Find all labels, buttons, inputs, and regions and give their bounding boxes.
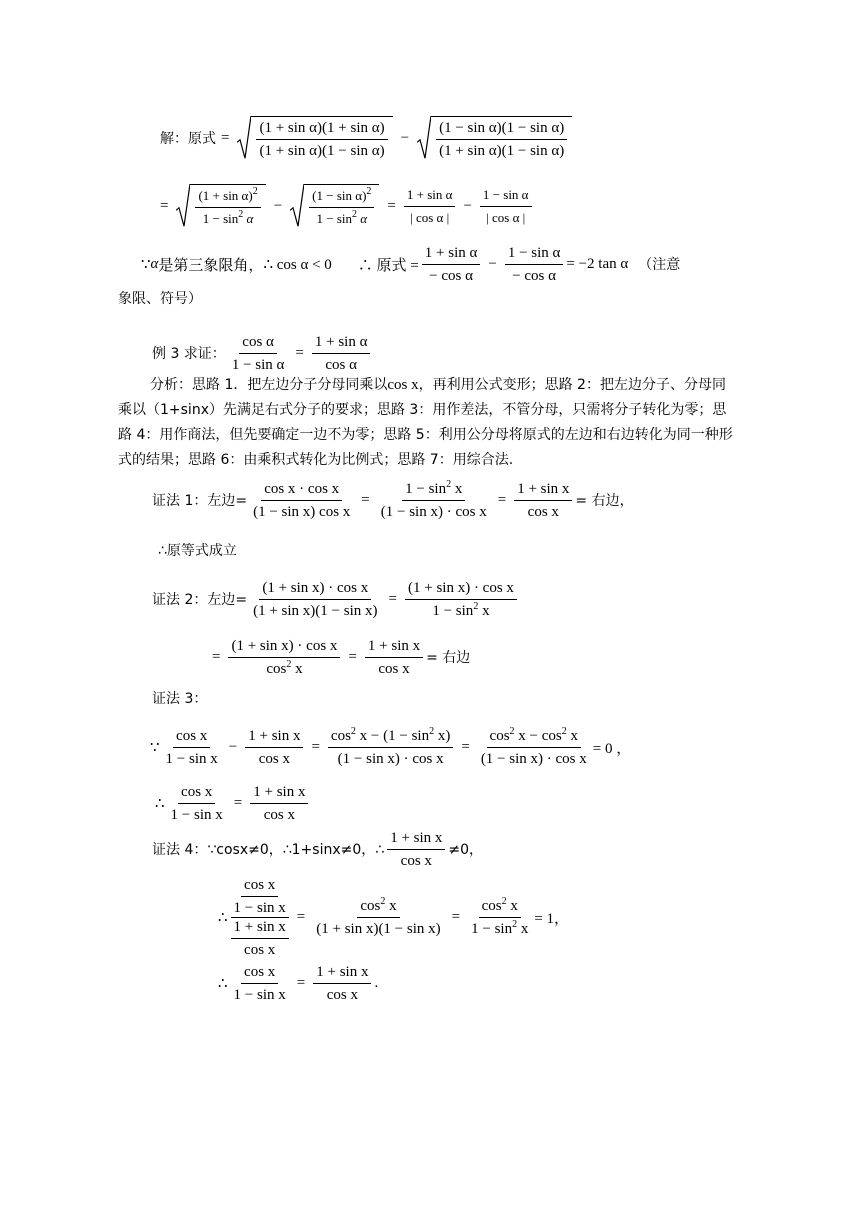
proof-4-line-3 — [218, 960, 378, 1006]
proof-label: 证法 2：左边= — [152, 592, 248, 608]
fraction-numerator: cos — [481, 897, 502, 914]
fraction-denominator: cos x — [258, 750, 290, 767]
note-start: （注意 — [638, 257, 681, 273]
variable: x — [295, 660, 303, 677]
fraction-numerator: (1 + sin x) · cos x — [405, 579, 517, 600]
solution-prefix: 解：原式 — [160, 131, 216, 147]
proof-4-line-1 — [152, 826, 483, 872]
solution-line-1 — [160, 112, 575, 164]
square-root — [417, 116, 572, 160]
proof-3-line-2 — [155, 780, 311, 826]
radical-sign — [176, 184, 190, 228]
equals-sign: = — [295, 344, 304, 361]
cos-x-expression: cos x — [387, 377, 419, 393]
fraction-numerator: cos α — [239, 333, 277, 354]
fraction-denominator: 1 − sin x — [170, 806, 223, 823]
therefore-symbol: ∴ — [155, 795, 165, 812]
fraction-denominator: cos x — [263, 806, 295, 823]
fraction-denominator: cos α — [325, 356, 357, 373]
proof-tail: = 右边， — [575, 493, 634, 509]
fraction-numerator: 1 + sin x — [514, 480, 572, 501]
therefore-original: ∴ 原式 = — [357, 257, 419, 274]
fraction-numerator: cos — [330, 727, 351, 744]
exponent: 2 — [366, 186, 372, 197]
equals-sign: = — [233, 794, 243, 811]
fraction-denominator: (1 − sin x) · cos x — [337, 750, 444, 767]
variable: x — [510, 897, 518, 914]
fraction-denominator: cos x — [527, 503, 559, 520]
fraction-numerator: (1 + sin α) — [198, 188, 253, 203]
variable: x — [482, 602, 490, 619]
fraction-denominator: − cos α — [512, 267, 557, 284]
proof-label: 证法 1：左边= — [152, 493, 248, 509]
fraction-numerator: 1 + sin α — [312, 333, 371, 354]
fraction-denominator: − cos α — [429, 267, 473, 284]
variable: x — [389, 897, 397, 914]
proof-4-line-2: ∴ $\frac{\frac{\text{cos x}}{\text{1 − sin x}}}{\frac{\text{1 + sin x}}{\text{cos x}}}$ = $\frac{\cos^2 x}{\text{(1 + sin x)(1 − sin x)}}$ = $\frac{\cos^2 x}{1 - \sin^2 x}$ = 1， — [218, 876, 570, 958]
equals-sign: = — [451, 908, 461, 925]
equals-sign: = — [388, 590, 397, 607]
fraction-numerator: 1 + sin x — [387, 829, 445, 850]
fraction-numerator: cos — [489, 727, 510, 744]
period: . — [374, 974, 379, 991]
fraction-denominator: cos — [266, 660, 287, 677]
fraction-denominator: 1 − sin — [202, 211, 239, 226]
fraction-numerator: (1 + sin x) · cos x — [228, 637, 340, 658]
equals-sign: = — [348, 648, 357, 665]
equals-sign: = — [361, 491, 370, 508]
fraction-numerator: x − cos — [518, 727, 562, 744]
quadrant-statement: 是第三象限角， — [158, 255, 264, 274]
result-zero: = 0 ， — [592, 740, 632, 757]
fraction-numerator: 1 + sin x — [250, 783, 308, 804]
minus-sign: − — [400, 129, 410, 146]
example-label: 例 3 求证： — [152, 346, 226, 362]
fraction-denominator: 1 − sin — [471, 920, 513, 937]
fraction-denominator: (1 − sin x) cos x — [253, 503, 351, 520]
fraction-numerator: cos x — [178, 783, 215, 804]
minus-sign: − — [273, 197, 283, 214]
fraction-numerator: 1 + sin x — [365, 637, 423, 658]
variable: x — [520, 920, 529, 937]
solution-line-2 — [160, 180, 535, 232]
fraction-denominator: cos x — [378, 660, 410, 677]
fraction-denominator: | cos α | — [486, 209, 526, 225]
fraction-denominator: 1 − sin x — [165, 750, 218, 767]
fraction-denominator: 1 − sin α — [231, 356, 285, 373]
because-symbol: ∵ — [141, 256, 151, 273]
fraction-numerator: 1 − sin — [405, 480, 447, 497]
exponent: 2 — [352, 209, 357, 220]
analysis-paragraph — [118, 373, 738, 473]
fraction-numerator: 1 − sin α — [505, 244, 564, 265]
fraction-denominator: cos x — [244, 941, 276, 958]
proof-2-line-2: = $\frac{\text{(1 + sin x) · cos x}}{\cos^2 x}$ = $\frac{\text{1 + sin x}}{\text{cos x}}$ = 右边 — [212, 637, 471, 677]
result-one: = 1， — [534, 910, 570, 927]
equals-sign: = — [387, 197, 396, 214]
cosine-condition: ∴ cos α < 0 — [263, 256, 332, 273]
fraction-numerator: cos — [360, 897, 381, 914]
minus-sign: − — [463, 197, 472, 214]
fraction-numerator: cos x — [173, 727, 210, 748]
radical-sign — [417, 116, 431, 160]
fraction-denominator: (1 − sin x) · cos x — [380, 503, 487, 520]
therefore-symbol: ∴ — [218, 909, 228, 926]
fraction-denominator: 1 − sin — [316, 211, 352, 226]
equals-sign: = — [296, 908, 306, 925]
fraction-denominator: (1 + sin x)(1 − sin x) — [316, 920, 441, 937]
fraction-numerator: x − (1 − sin — [359, 727, 430, 744]
variable: x — [454, 480, 463, 497]
fraction-numerator: 1 + sin α — [422, 244, 481, 265]
exponent: 2 — [238, 209, 244, 220]
fraction-denominator: 1 − sin x — [233, 899, 286, 916]
square-root — [176, 184, 265, 228]
fraction-denominator: 1 − sin — [432, 602, 474, 619]
analysis-text-2: ，再利用公式变形；思路 2：把左边分子、分母同乘以（1+sinx）先满足右式分子的要求；思路 3：用作差法，不管分母，只需将分子转化为零；思路 4：用作商法，但先要确定一边不为零；思路 5：利用公分母将原式的左边和右边转化为同一种形式的结果；思路 6：由乘积式转化为比例式；思路 7：用综合法. — [118, 377, 733, 468]
variable: α — [360, 211, 368, 226]
proof-3-label: 证法 3： — [152, 691, 208, 707]
compound-fraction — [231, 876, 289, 959]
result: = −2 tan α — [566, 255, 629, 272]
fraction-numerator: x) — [437, 727, 451, 744]
solution-line-3 — [141, 239, 680, 289]
variable: α — [150, 255, 159, 272]
radical-sign — [237, 116, 251, 160]
square-root — [290, 184, 379, 228]
fraction-numerator: cos x — [241, 963, 278, 984]
equals-sign: = — [212, 648, 221, 665]
proof-1-line: 证法 1：左边= $\frac{\text{cos x · cos x}}{\text{(1 − sin x) cos x}}$ = $\frac{1 - \sin^2 x}{\text{(1 − sin x) · cos x}}$ = $\frac{\text{1 + sin x}}{\text{cos x}}$ = 右边， — [152, 478, 634, 520]
fraction-numerator: 1 + sin x — [313, 963, 371, 984]
because-symbol: ∵ — [150, 739, 160, 756]
minus-sign: − — [228, 738, 238, 755]
proof-tail: = 右边 — [426, 650, 471, 666]
fraction-numerator: (1 − sin α) — [312, 188, 367, 203]
fraction-numerator: 1 + sin α — [404, 186, 456, 207]
fraction-numerator: cos x · cos x — [261, 480, 342, 501]
proof-label: 证法 4：∵cosx≠0，∴1+sinx≠0，∴ — [152, 842, 385, 858]
proof-3-line-1: ∵ $\frac{\text{cos x}}{\text{1 − sin x}}$ − $\frac{\text{1 + sin x}}{\text{cos x}}$ = $\frac{\cos^2 x - (1 - \sin^2 x)}{\text{(1 − sin x) · cos x}}$ = $\frac{\cos^2 x - \cos^2 x}{\text{(1 − sin x) · cos x}}$ = 0 ， — [150, 725, 632, 767]
fraction-denominator: cos x — [326, 986, 358, 1003]
exponent: 2 — [252, 186, 258, 197]
fraction-numerator: 1 − sin α — [480, 186, 532, 207]
note-end: 象限、符号） — [118, 291, 202, 307]
equals-sign: = — [221, 129, 230, 146]
fraction-denominator: (1 + sin α)(1 − sin α) — [259, 143, 385, 159]
square-root — [237, 116, 392, 160]
example-3-statement — [152, 330, 373, 376]
fraction-denominator: (1 + sin x)(1 − sin x) — [253, 602, 378, 619]
fraction-numerator: (1 + sin α)(1 + sin α) — [256, 119, 387, 140]
fraction-numerator: cos x — [241, 876, 278, 897]
equals-sign: = — [461, 738, 470, 755]
minus-sign: − — [488, 255, 497, 272]
fraction-denominator: (1 + sin α)(1 − sin α) — [439, 143, 565, 159]
fraction-numerator: 1 + sin x — [231, 918, 289, 939]
fraction-numerator: 1 + sin x — [245, 727, 303, 748]
fraction-denominator: (1 − sin x) · cos x — [480, 750, 587, 767]
fraction-denominator: | cos α | — [410, 209, 450, 225]
fraction-denominator: 1 − sin x — [233, 986, 286, 1003]
fraction-numerator: x — [570, 727, 579, 744]
proof-1-conclusion: ∴原等式成立 — [158, 543, 237, 559]
fraction-numerator: (1 + sin x) · cos x — [259, 579, 371, 600]
radical-sign — [290, 184, 304, 228]
analysis-text-1: 分析：思路 1．把左边分子分母同乘以 — [150, 377, 388, 393]
equals-sign: = — [296, 974, 306, 991]
equals-sign: = — [311, 738, 320, 755]
fraction-numerator: (1 − sin α)(1 − sin α) — [436, 119, 567, 140]
not-zero: ≠0， — [448, 842, 484, 858]
fraction-denominator: cos x — [400, 852, 432, 869]
equals-sign: = — [160, 197, 169, 214]
equals-sign: = — [497, 491, 507, 508]
variable: α — [246, 211, 254, 226]
proof-2-line-1: 证法 2：左边= $\frac{\text{(1 + sin x) · cos x}}{\text{(1 + sin x)(1 − sin x)}}$ = $\frac{\text{(1 + sin x) · cos x}}{1 - \sin^2 x}$ — [152, 574, 520, 624]
therefore-symbol: ∴ — [218, 975, 228, 992]
